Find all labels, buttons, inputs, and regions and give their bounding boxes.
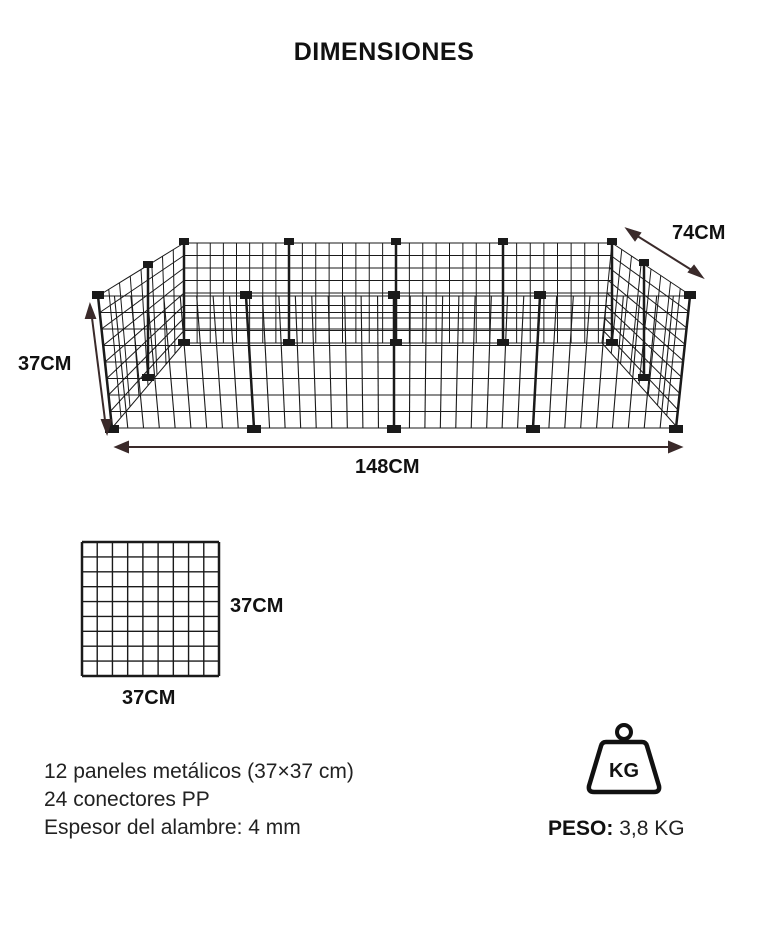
weight-value: 3,8 KG — [619, 817, 685, 840]
depth-label: 74CM — [672, 222, 726, 244]
length-label: 148CM — [355, 456, 420, 478]
weight-label: PESO: — [548, 817, 614, 840]
panel-width-label: 37CM — [122, 687, 176, 709]
spec-list — [44, 758, 354, 842]
spec-wire-thickness: Espesor del alambre: 4 mm — [44, 816, 301, 839]
single-panel — [82, 542, 219, 676]
weight-info — [548, 817, 685, 841]
page-title: DIMENSIONES — [293, 38, 475, 66]
panel-height-label: 37CM — [230, 595, 284, 617]
spec-connectors: 24 conectores PP — [44, 788, 210, 811]
height-label: 37CM — [18, 353, 72, 375]
weight-icon — [584, 720, 664, 800]
weight-icon-label: KG — [609, 760, 639, 782]
length-arrow — [116, 442, 681, 452]
spec-panels: 12 paneles metálicos (37×37 cm) — [44, 760, 354, 783]
